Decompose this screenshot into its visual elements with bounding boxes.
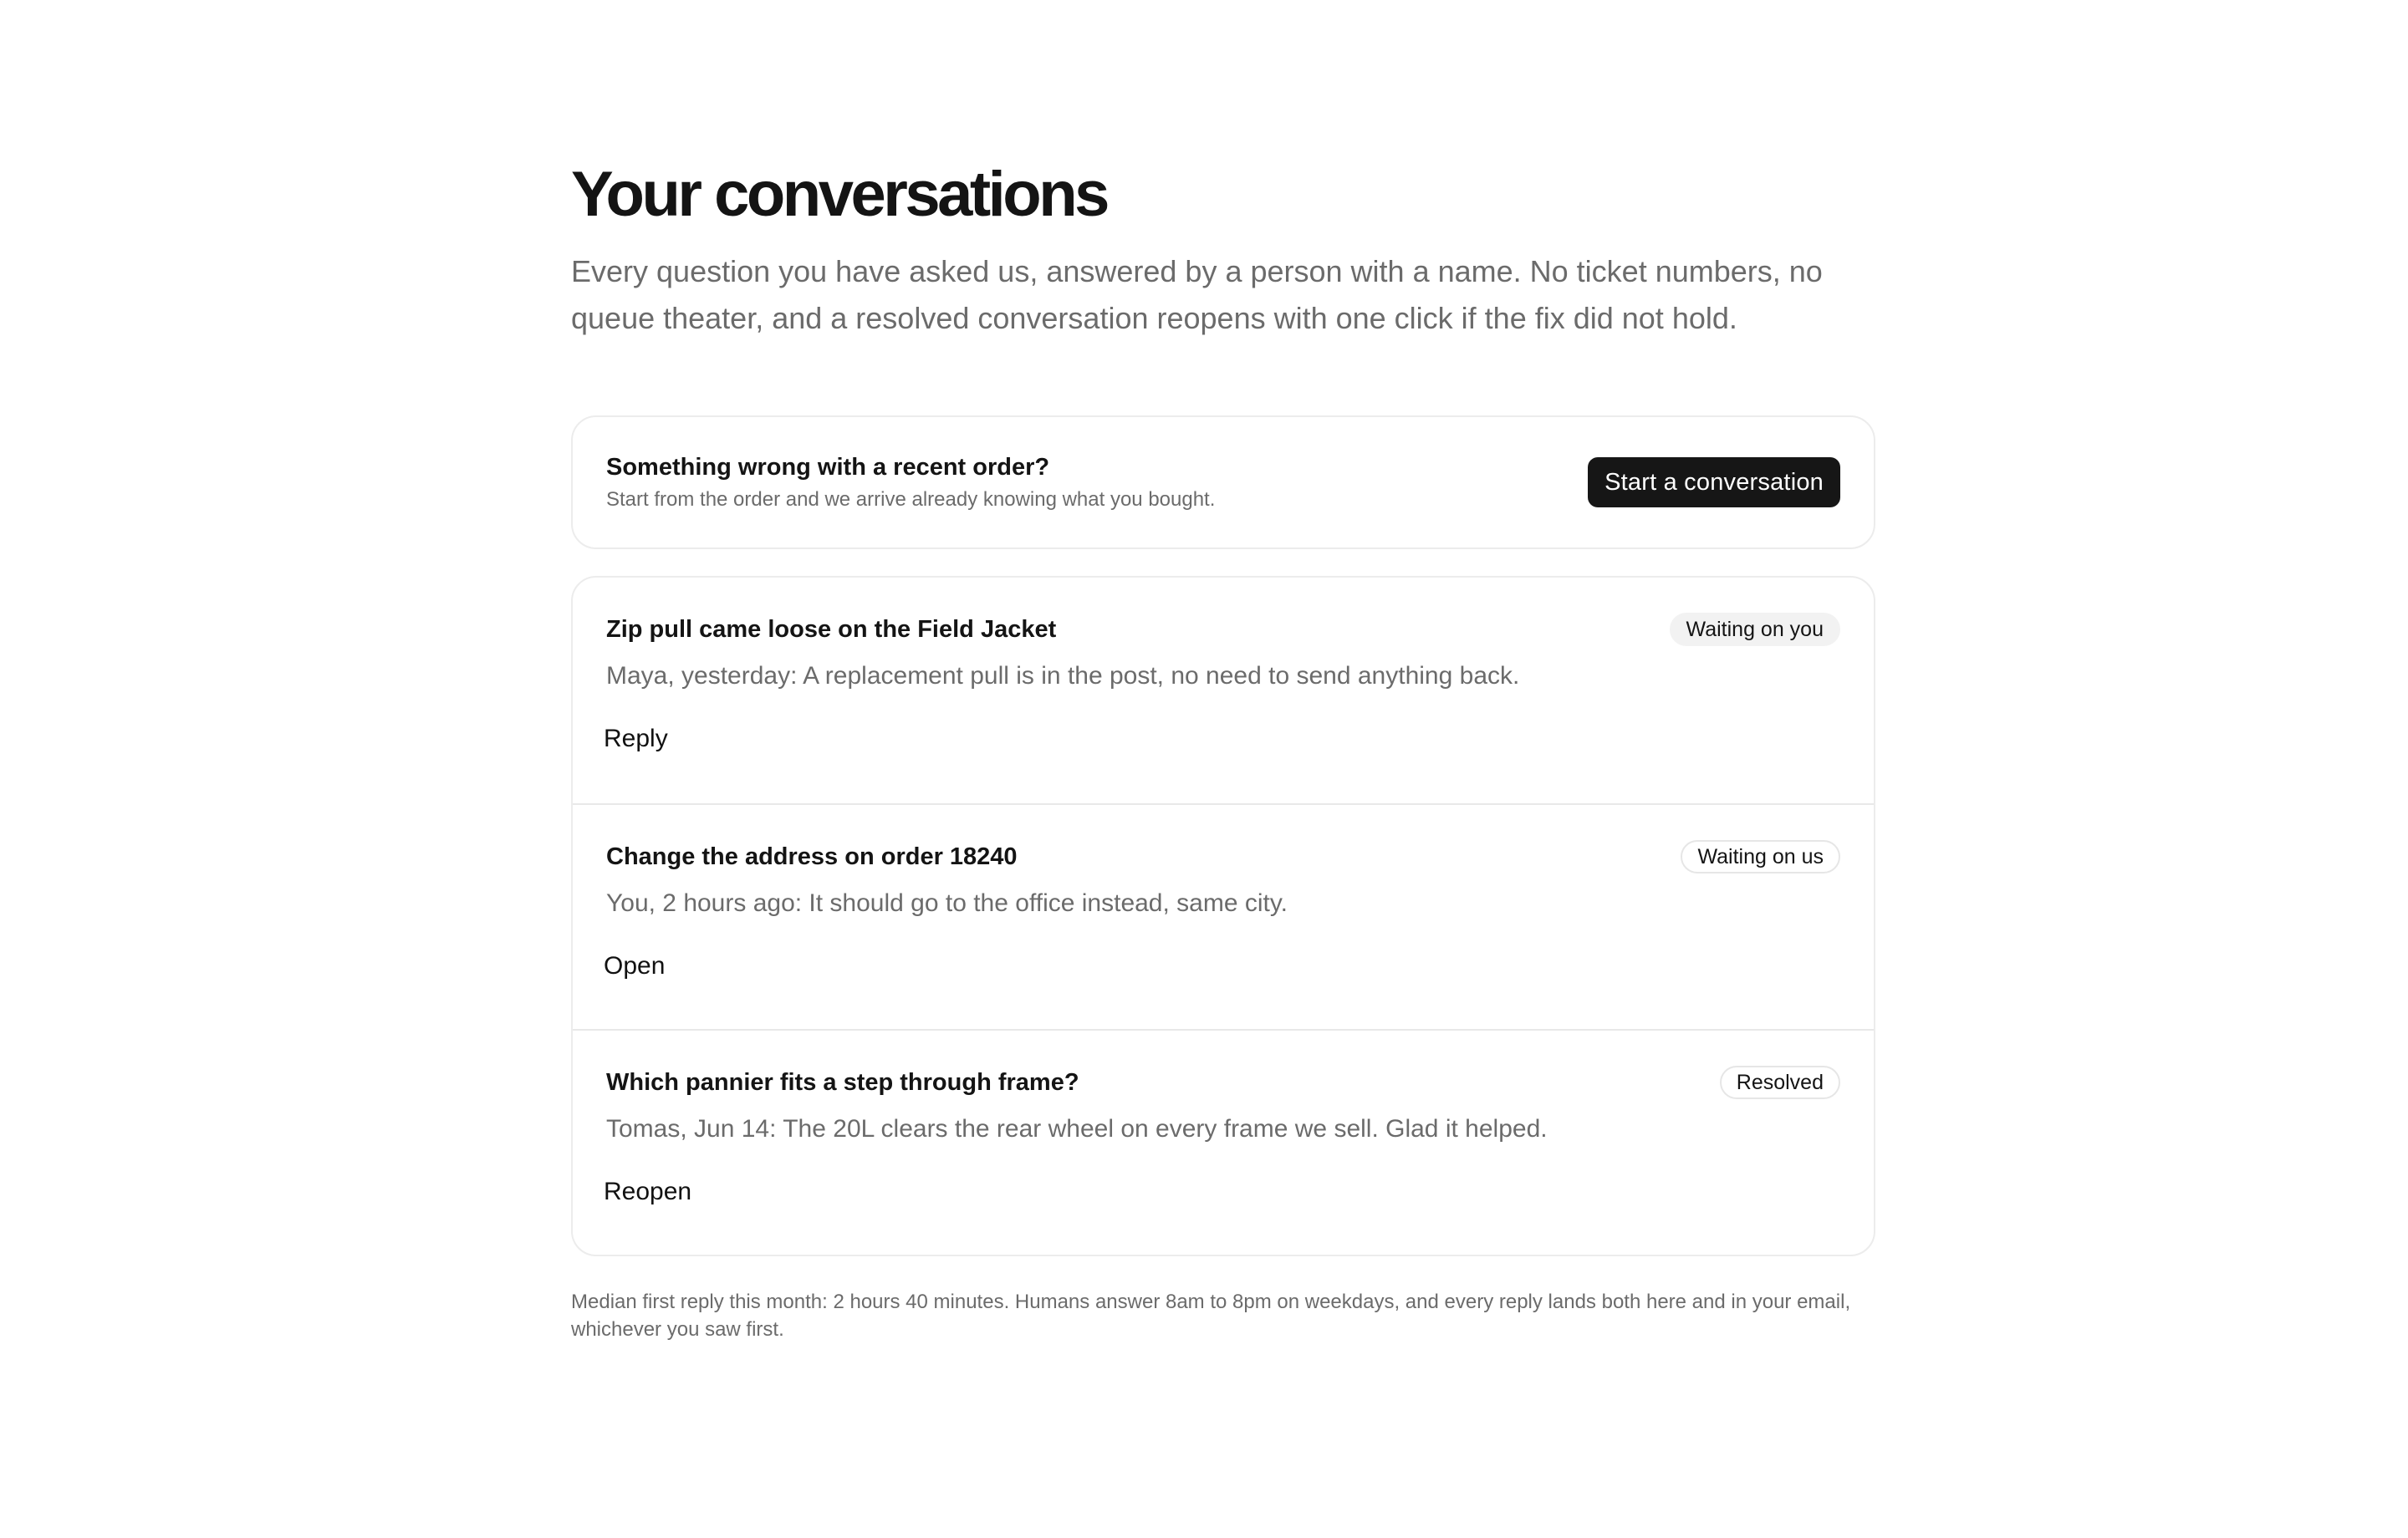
- page-title: Your conversations: [571, 159, 1107, 230]
- conversation-preview: Tomas, Jun 14: The 20L clears the rear wheel on every frame we sell. Glad it helped.: [606, 1115, 1548, 1143]
- conversation-preview: Maya, yesterday: A replacement pull is in the post, no need to send anything back.: [606, 662, 1520, 690]
- reopen-button[interactable]: Reopen: [604, 1175, 691, 1209]
- conversation-title: Zip pull came loose on the Field Jacket: [606, 615, 1057, 643]
- conversation-list: [571, 576, 1875, 1256]
- status-badge: Resolved: [1720, 1066, 1840, 1099]
- promo-text: [606, 451, 1215, 513]
- conversation-item-zip-pull[interactable]: [573, 578, 1874, 803]
- response-time-note: Median first reply this month: 2 hours 40 minutes. Humans answer 8am to 8pm on weekdays, and every reply lands both here and in your email, whichever you saw first.: [571, 1291, 1851, 1341]
- conversation-header: [606, 1066, 1840, 1099]
- conversation-header: [606, 840, 1840, 873]
- page-intro: Every question you have asked us, answered by a person with a name. No ticket numbers, no queue theater, and a resolved conversation reopens with one click if the fix did not hold.: [571, 254, 1823, 335]
- status-badge: Waiting on us: [1681, 840, 1840, 873]
- promo-title: Something wrong with a recent order?: [606, 454, 1050, 481]
- start-conversation-button[interactable]: Start a conversation: [1588, 457, 1840, 507]
- conversations-page: [571, 155, 1875, 1343]
- conversation-header: [606, 613, 1840, 646]
- open-button[interactable]: Open: [604, 950, 665, 983]
- conversation-title: Change the address on order 18240: [606, 843, 1018, 870]
- start-conversation-card: [571, 415, 1875, 549]
- reply-button[interactable]: Reply: [604, 722, 668, 756]
- conversation-title: Which pannier fits a step through frame?: [606, 1068, 1079, 1096]
- status-badge: Waiting on you: [1670, 613, 1840, 646]
- conversation-item-pannier[interactable]: [573, 1029, 1874, 1255]
- promo-subtitle: Start from the order and we arrive already knowing what you bought.: [606, 488, 1216, 511]
- conversation-preview: You, 2 hours ago: It should go to the office instead, same city.: [606, 889, 1288, 917]
- conversation-item-address-change[interactable]: [573, 803, 1874, 1029]
